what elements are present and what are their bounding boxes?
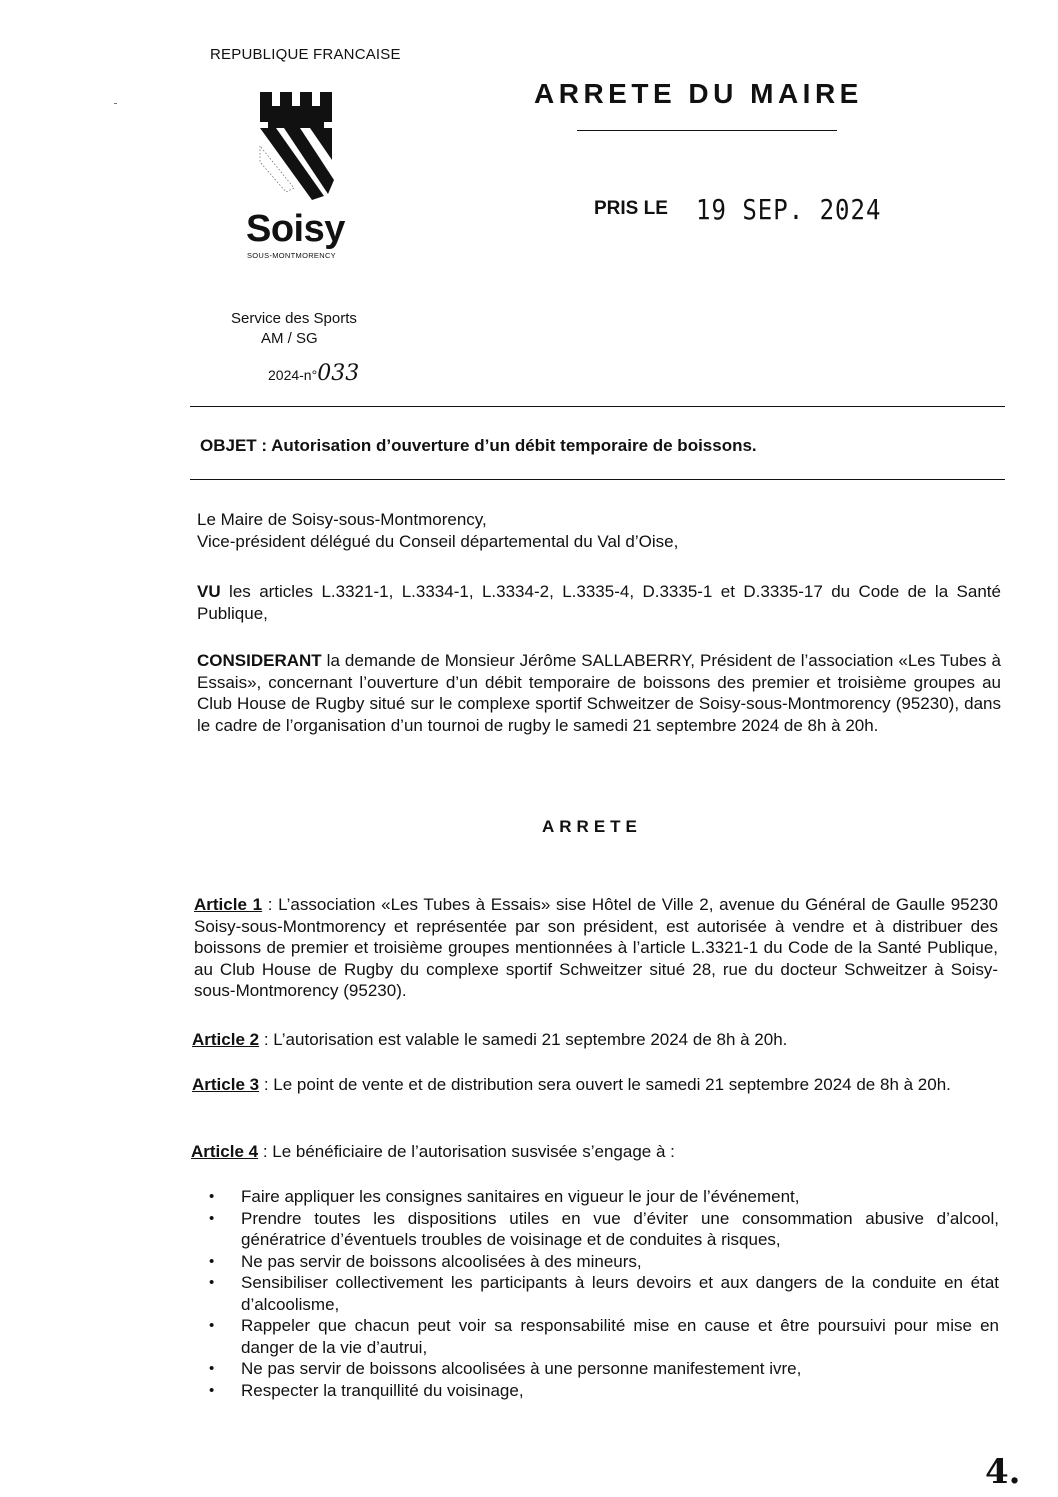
bullet-icon: • bbox=[209, 1381, 215, 1399]
decree-number-prefix: 2024-n° bbox=[268, 367, 318, 383]
article-3-text: : Le point de vente et de distribution sera ouvert le samedi 21 septembre 2024 de 8h à 20h. bbox=[259, 1075, 951, 1094]
bullet-icon: • bbox=[209, 1274, 215, 1291]
scan-speck bbox=[114, 103, 117, 104]
mayor-title: Le Maire de Soisy-sous-Montmorency, bbox=[197, 510, 487, 529]
logo-wordmark: Soisy bbox=[246, 208, 345, 250]
city-logo bbox=[238, 88, 358, 268]
bullet-icon: • bbox=[209, 1252, 215, 1270]
list-item: • Rappeler que chacun peut voir sa responsabilité mise en cause et être poursuivi pour mise en danger de la vie d’autrui, bbox=[209, 1316, 999, 1357]
subject-line: OBJET : Autorisation d’ouverture d’un débit temporaire de boissons. bbox=[200, 436, 757, 455]
service-initials: AM / SG bbox=[261, 330, 318, 347]
list-item: • Prendre toutes les dispositions utiles en vue d’éviter une consommation abusive d’alcool, génératrice d’éventuels troubles de voisinage et de conduites à risques, bbox=[209, 1208, 999, 1249]
article-1-text: : L’association «Les Tubes à Essais» sise Hôtel de Ville 2, avenue du Général de Gaulle 95230 Soisy-sous-Montmorency et représentée par son président, est autorisée à vendre et à distribuer des boissons de premier et troisième groupes mentionnées à l’article L.3321-1 du Code de la Santé Publique, au Club House de Rugby du complexe sportif Schweitzer situé 28, rue du docteur Schweitzer à Soisy-sous-Montmorency (95230). bbox=[194, 895, 998, 1000]
article-4-text: : Le bénéficiaire de l’autorisation susvisée s’engage à : bbox=[258, 1142, 675, 1161]
vu-paragraph bbox=[197, 581, 1001, 624]
republic-header: REPUBLIQUE FRANCAISE bbox=[210, 46, 401, 63]
taken-date-stamp: 19 SEP. 2024 bbox=[696, 193, 882, 227]
decree-number-handwritten: 033 bbox=[317, 361, 360, 386]
article-2-label: Article 2 bbox=[192, 1030, 260, 1049]
bullet-icon: • bbox=[209, 1209, 215, 1227]
article-2 bbox=[192, 1029, 996, 1051]
divider-bottom bbox=[190, 479, 1005, 480]
vu-text: les articles L.3321-1, L.3334-1, L.3334-2, L.3335-4, D.3335-1 et D.3335-17 du Code de la Santé Publique, bbox=[197, 582, 1001, 623]
article-1-label: Article 1 bbox=[194, 895, 263, 914]
obligations-list bbox=[209, 1186, 999, 1401]
logo-subtitle: SOUS-MONTMORENCY bbox=[247, 251, 336, 260]
considerant-paragraph bbox=[197, 650, 1001, 736]
list-item: • Ne pas servir de boissons alcoolisées à des mineurs, bbox=[209, 1251, 642, 1271]
service-name: Service des Sports bbox=[231, 310, 357, 327]
list-item: • Ne pas servir de boissons alcoolisées à une personne manifestement ivre, bbox=[209, 1359, 802, 1378]
mayor-intro bbox=[197, 509, 1001, 552]
divider-top bbox=[190, 406, 1005, 407]
decree-number bbox=[268, 361, 359, 386]
article-4-label: Article 4 bbox=[191, 1142, 259, 1161]
article-4 bbox=[191, 1141, 995, 1163]
bullet-icon: • bbox=[209, 1317, 215, 1334]
title-underline bbox=[577, 130, 837, 131]
arrete-heading: ARRETE bbox=[542, 817, 642, 836]
considerant-label: CONSIDERANT bbox=[197, 651, 322, 670]
bullet-icon: • bbox=[209, 1360, 215, 1377]
article-3-label: Article 3 bbox=[192, 1075, 260, 1094]
mayor-role: Vice-président délégué du Conseil départemental du Val d’Oise, bbox=[197, 531, 679, 551]
article-2-text: : L’autorisation est valable le samedi 21 septembre 2024 de 8h à 20h. bbox=[259, 1030, 788, 1049]
taken-label: PRIS LE bbox=[594, 198, 668, 219]
list-item: • Respecter la tranquillité du voisinage, bbox=[209, 1380, 524, 1400]
article-3 bbox=[192, 1074, 996, 1096]
page-mark: 4. bbox=[985, 1452, 1021, 1492]
article-1 bbox=[194, 894, 998, 1002]
considerant-text: la demande de Monsieur Jérôme SALLABERRY, Président de l’association «Les Tubes à Essais», concernant l’ouverture d’un débit temporaire de boissons des premier et troisième groupes au Club House de Rugby situé sur le complexe sportif Schweitzer de Soisy-sous-Montmorency (95230), dans le cadre de l’organisation d’un tournoi de rugby le samedi 21 septembre 2024 de 8h à 20h. bbox=[197, 651, 1001, 735]
vu-label: VU bbox=[197, 582, 221, 601]
tower-emblem-icon bbox=[238, 88, 358, 206]
list-item: • Sensibiliser collectivement les participants à leurs devoirs et aux dangers de la conduite en état d’alcoolisme, bbox=[209, 1273, 999, 1314]
document-title: ARRETE DU MAIRE bbox=[534, 78, 863, 109]
service-block bbox=[231, 309, 357, 349]
bullet-icon: • bbox=[209, 1188, 215, 1205]
list-item: • Faire appliquer les consignes sanitaires en vigueur le jour de l’événement, bbox=[209, 1187, 800, 1206]
